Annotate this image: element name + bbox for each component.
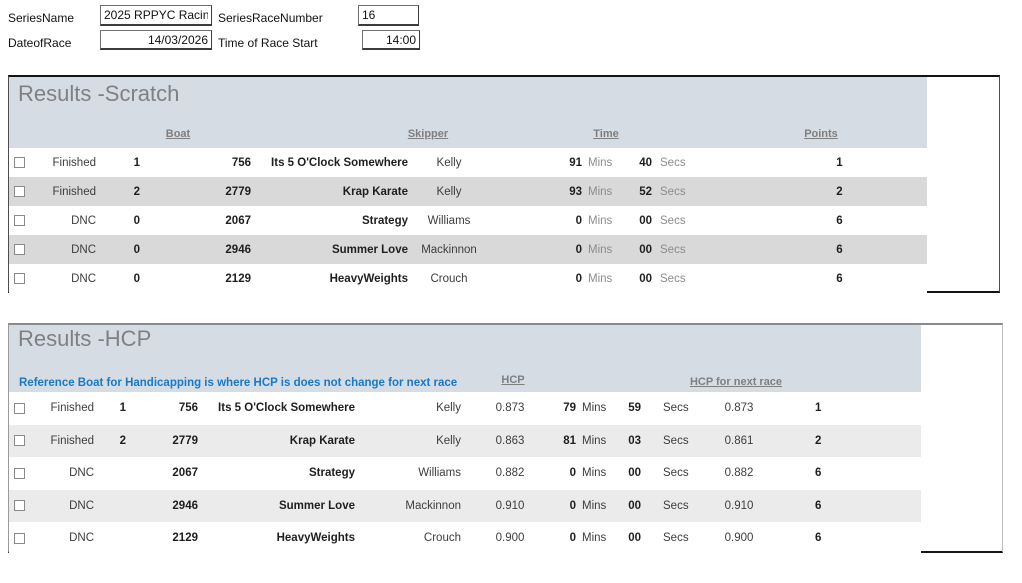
status-cell: Finished — [50, 434, 94, 447]
skipper-cell: Kelly — [436, 185, 462, 198]
row-checkbox[interactable] — [14, 273, 25, 284]
mins-label: Mins — [582, 499, 607, 512]
skipper-cell: Mackinnon — [405, 499, 461, 512]
boat-number-cell: 2129 — [172, 532, 198, 545]
hcp-result-row — [9, 522, 921, 555]
secs-label: Secs — [660, 243, 686, 256]
date-of-race-label: DateofRace — [8, 36, 72, 50]
points-cell: 6 — [815, 467, 822, 480]
boat-name-cell: Strategy — [361, 214, 408, 227]
scratch-rows — [9, 148, 999, 293]
row-checkbox[interactable] — [14, 157, 25, 168]
secs-value: 00 — [628, 532, 641, 545]
hcp-header-band — [9, 325, 921, 392]
secs-label: Secs — [663, 532, 689, 545]
mins-label: Mins — [588, 243, 613, 256]
mins-value: 91 — [569, 156, 582, 169]
skipper-cell: Mackinnon — [421, 243, 477, 256]
boat-number-cell: 2129 — [225, 272, 251, 285]
hcp-title: Results -HCP — [18, 326, 152, 351]
place-cell: 1 — [119, 402, 126, 415]
results-scratch-section — [8, 75, 1000, 293]
scratch-boat-column-header[interactable]: Boat — [165, 128, 191, 140]
points-cell: 6 — [836, 243, 843, 256]
row-checkbox[interactable] — [14, 468, 25, 479]
status-cell: Finished — [52, 185, 96, 198]
mins-value: 0 — [569, 467, 576, 480]
race-start-time-input[interactable] — [362, 30, 420, 50]
boat-name-cell: Summer Love — [331, 243, 408, 256]
mins-label: Mins — [588, 272, 613, 285]
boat-name-cell: Its 5 O'Clock Somewhere — [218, 402, 355, 415]
place-cell: 0 — [133, 214, 140, 227]
skipper-cell: Kelly — [436, 402, 461, 415]
boat-name-cell: Krap Karate — [342, 185, 408, 198]
row-checkbox[interactable] — [14, 435, 25, 446]
date-of-race-input[interactable] — [100, 30, 212, 50]
hcp-next-value-cell: 0.861 — [724, 434, 754, 447]
scratch-skipper-column-header[interactable]: Skipper — [407, 128, 449, 140]
scratch-header-band — [9, 77, 927, 148]
points-cell: 1 — [815, 402, 822, 415]
status-cell: DNC — [69, 532, 94, 545]
mins-label: Mins — [588, 214, 613, 227]
mins-value: 0 — [575, 243, 582, 256]
points-cell: 1 — [836, 156, 843, 169]
hcp-value-cell: 0.882 — [495, 467, 525, 480]
points-cell: 6 — [815, 499, 822, 512]
status-cell: DNC — [71, 214, 96, 227]
points-cell: 6 — [836, 272, 843, 285]
status-cell: DNC — [71, 272, 96, 285]
boat-name-cell: Summer Love — [278, 499, 355, 512]
row-checkbox[interactable] — [14, 533, 25, 544]
secs-value: 00 — [639, 272, 652, 285]
boat-number-cell: 2946 — [172, 499, 198, 512]
points-cell: 2 — [815, 434, 822, 447]
hcp-next-race-column-header[interactable]: HCP for next race — [689, 376, 783, 389]
hcp-next-value-cell: 0.873 — [724, 402, 754, 415]
points-cell: 6 — [836, 214, 843, 227]
hcp-result-row — [9, 425, 921, 458]
secs-value: 00 — [639, 214, 652, 227]
skipper-cell: Kelly — [436, 434, 461, 447]
secs-value: 00 — [639, 243, 652, 256]
series-race-number-label: SeriesRaceNumber — [218, 11, 323, 25]
secs-value: 03 — [628, 434, 641, 447]
skipper-cell: Williams — [427, 214, 471, 227]
hcp-result-row — [9, 457, 921, 490]
hcp-next-value-cell: 0.910 — [724, 499, 754, 512]
skipper-cell: Williams — [418, 467, 461, 480]
mins-label: Mins — [582, 467, 607, 480]
row-checkbox[interactable] — [14, 500, 25, 511]
secs-label: Secs — [663, 499, 689, 512]
series-name-input[interactable] — [100, 5, 212, 26]
mins-value: 79 — [563, 402, 576, 415]
secs-label: Secs — [660, 156, 686, 169]
boat-number-cell: 2067 — [172, 467, 198, 480]
scratch-time-column-header[interactable]: Time — [593, 128, 619, 140]
hcp-result-row — [9, 490, 921, 523]
secs-value: 00 — [628, 467, 641, 480]
handicap-reference-note: Reference Boat for Handicapping is where HCP is does not change for next race — [19, 377, 458, 389]
mins-value: 93 — [569, 185, 582, 198]
place-cell: 1 — [133, 156, 140, 169]
boat-name-cell: HeavyWeights — [329, 272, 408, 285]
scratch-result-row — [9, 177, 927, 206]
hcp-next-value-cell: 0.882 — [724, 467, 754, 480]
row-checkbox[interactable] — [14, 403, 25, 414]
boat-name-cell: Strategy — [308, 467, 355, 480]
scratch-title: Results -Scratch — [18, 81, 180, 106]
scratch-points-column-header[interactable]: Points — [804, 128, 838, 140]
status-cell: Finished — [50, 402, 94, 415]
status-cell: DNC — [69, 467, 94, 480]
mins-label: Mins — [588, 185, 613, 198]
place-cell: 2 — [133, 185, 140, 198]
boat-number-cell: 2779 — [225, 185, 251, 198]
results-hcp-section — [8, 323, 1003, 553]
hcp-value-cell: 0.900 — [495, 532, 525, 545]
secs-value: 52 — [639, 185, 652, 198]
mins-value: 0 — [575, 214, 582, 227]
mins-label: Mins — [588, 156, 613, 169]
place-cell: 0 — [133, 272, 140, 285]
place-cell: 0 — [133, 243, 140, 256]
mins-value: 81 — [563, 434, 576, 447]
row-checkbox[interactable] — [14, 215, 25, 226]
mins-label: Mins — [582, 402, 607, 415]
hcp-next-value-cell: 0.900 — [724, 532, 754, 545]
secs-value: 59 — [628, 402, 641, 415]
secs-label: Secs — [660, 272, 686, 285]
scratch-result-row — [9, 264, 927, 293]
boat-number-cell: 756 — [231, 156, 251, 169]
boat-name-cell: HeavyWeights — [276, 532, 355, 545]
skipper-cell: Crouch — [430, 272, 468, 285]
secs-label: Secs — [663, 402, 689, 415]
status-cell: DNC — [69, 499, 94, 512]
secs-label: Secs — [660, 214, 686, 227]
place-cell: 2 — [119, 434, 126, 447]
secs-label: Secs — [663, 467, 689, 480]
row-checkbox[interactable] — [14, 244, 25, 255]
boat-number-cell: 2067 — [225, 214, 251, 227]
boat-number-cell: 2946 — [225, 243, 251, 256]
hcp-column-header[interactable]: HCP — [501, 374, 525, 386]
mins-label: Mins — [582, 532, 607, 545]
scratch-result-row — [9, 148, 927, 177]
points-cell: 6 — [815, 532, 822, 545]
secs-label: Secs — [660, 185, 686, 198]
mins-value: 0 — [569, 532, 576, 545]
points-cell: 2 — [836, 185, 843, 198]
scratch-result-row — [9, 235, 927, 264]
row-checkbox[interactable] — [14, 186, 25, 197]
status-cell: DNC — [71, 243, 96, 256]
boat-number-cell: 2779 — [172, 434, 198, 447]
mins-value: 0 — [569, 499, 576, 512]
race-start-time-label: Time of Race Start — [218, 36, 318, 50]
boat-name-cell: Its 5 O'Clock Somewhere — [271, 156, 408, 169]
hcp-value-cell: 0.863 — [495, 434, 525, 447]
hcp-rows — [9, 392, 1002, 555]
hcp-value-cell: 0.873 — [495, 402, 525, 415]
secs-label: Secs — [663, 434, 689, 447]
mins-value: 0 — [575, 272, 582, 285]
status-cell: Finished — [52, 156, 96, 169]
series-race-number-input[interactable] — [358, 5, 419, 26]
secs-value: 00 — [628, 499, 641, 512]
series-name-label: SeriesName — [8, 11, 75, 25]
mins-label: Mins — [582, 434, 607, 447]
hcp-result-row — [9, 392, 921, 425]
skipper-cell: Crouch — [423, 532, 461, 545]
boat-name-cell: Krap Karate — [289, 434, 355, 447]
skipper-cell: Kelly — [436, 156, 462, 169]
secs-value: 40 — [639, 156, 652, 169]
scratch-result-row — [9, 206, 927, 235]
boat-number-cell: 756 — [178, 402, 198, 415]
hcp-value-cell: 0.910 — [495, 499, 525, 512]
